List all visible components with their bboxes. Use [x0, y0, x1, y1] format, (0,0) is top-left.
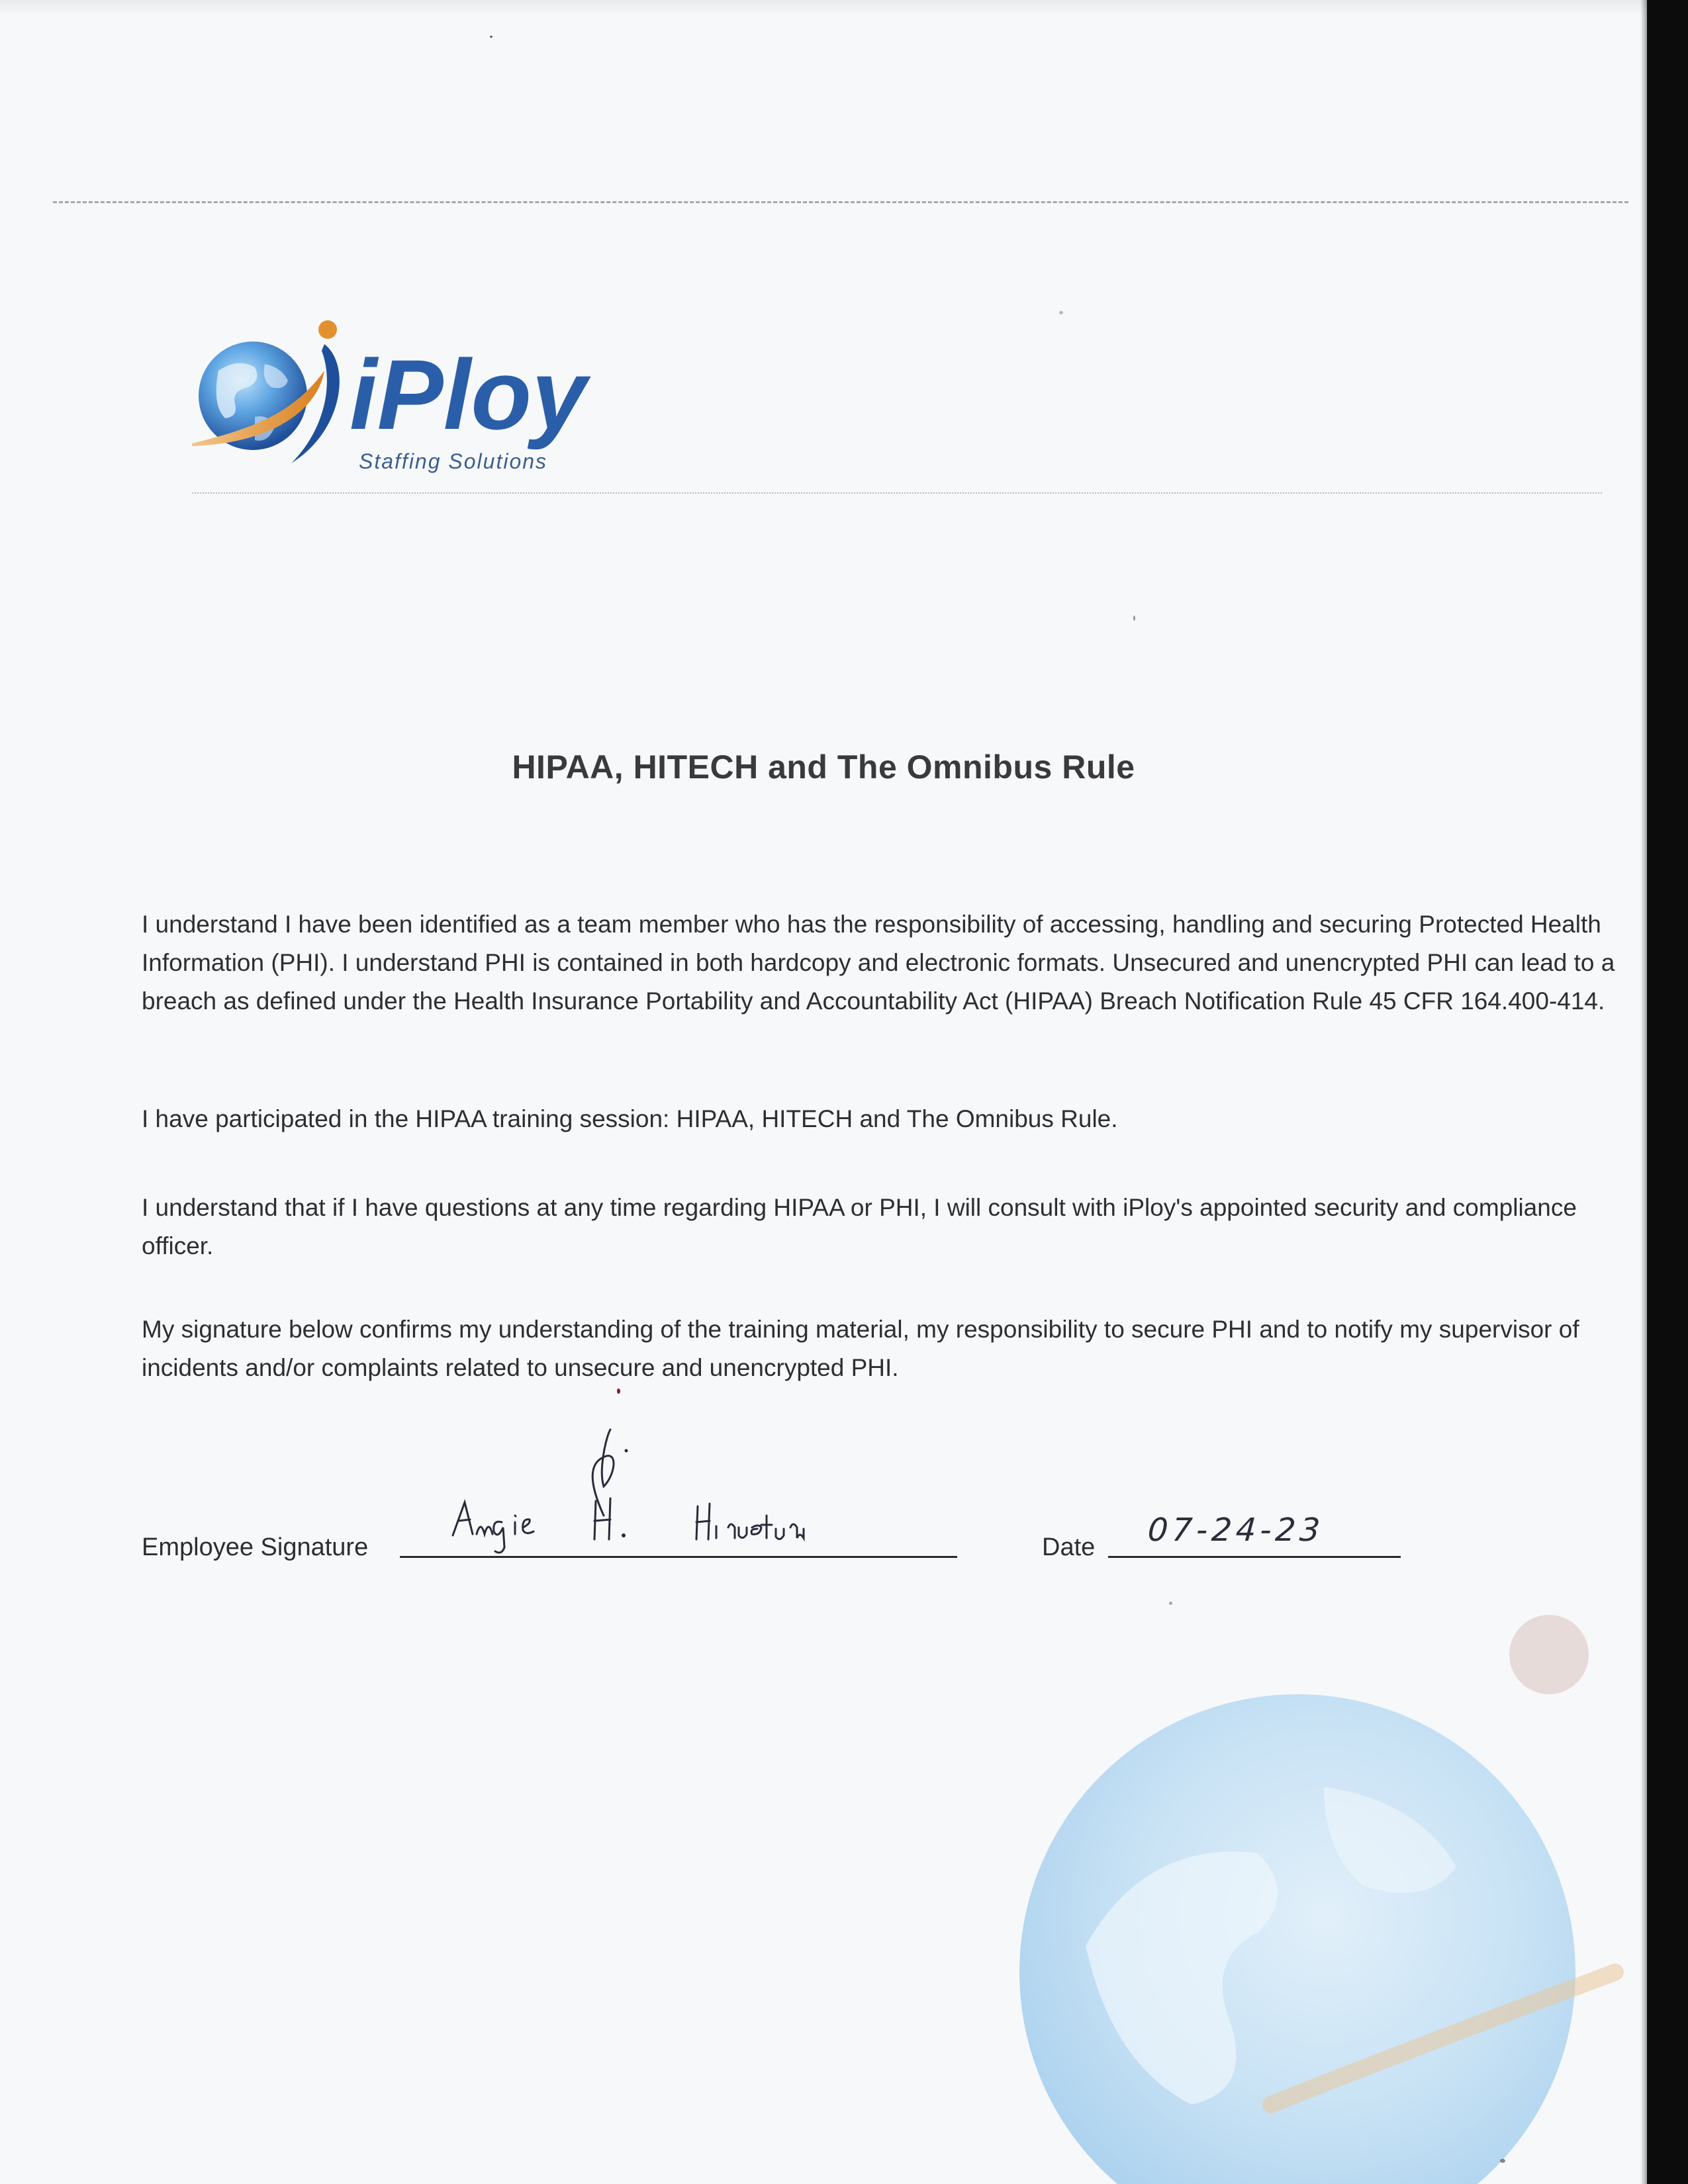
- globe-swoosh-icon: [192, 318, 669, 490]
- document-title: HIPAA, HITECH and The Omnibus Rule: [512, 749, 1135, 786]
- scanner-edge: [1647, 0, 1688, 2184]
- brand-tagline: Staffing Solutions: [359, 449, 548, 473]
- paragraph-compliance-officer: I understand that if I have questions at any time regarding HIPAA or PHI, I will consult with iPloy's appointed security and compliance officer.: [142, 1194, 1577, 1259]
- iploy-logo: [192, 318, 669, 490]
- paragraph-phi-responsibility: I understand I have been identified as a team member who has the responsibility of accessing, handling and securing Protected Health Information (PHI). I understand PHI is contained in both hardcopy and electronic formats. Unsecured and unencrypted PHI can lead to a breach as defined under the Health Insurance Portability and Accountability Act (HIPAA) Breach Notification Rule 45 CFR 164.400-414.: [142, 911, 1615, 1015]
- signature-label: Employee Signature: [142, 1533, 369, 1561]
- scan-speck: [1059, 311, 1063, 314]
- paragraph-training-session: I have participated in the HIPAA training session: HIPAA, HITECH and The Omnibus Rule.: [142, 1105, 1118, 1132]
- date-label: Date: [1042, 1533, 1096, 1561]
- date-line[interactable]: [1108, 1556, 1401, 1558]
- scan-speck: [1133, 615, 1135, 621]
- signature-block: [142, 1482, 1598, 1562]
- scan-speck: [1169, 1602, 1172, 1605]
- date-value: 07-24-23: [1147, 1512, 1325, 1549]
- scan-speck: [1500, 2159, 1505, 2163]
- scan-speck: [617, 1388, 620, 1394]
- header-rule: [53, 201, 1628, 203]
- scan-speck: [490, 36, 492, 38]
- handwritten-signature: [433, 1423, 936, 1555]
- brand-wordmark: iPloy: [350, 339, 587, 450]
- paragraph-signature-confirmation: My signature below confirms my understanding of the training material, my responsibility to secure PHI and to notify my supervisor of incidents and/or complaints related to unsecure and unencrypted PHI.: [142, 1316, 1579, 1381]
- logo-rule: [192, 492, 1602, 494]
- signature-line[interactable]: [400, 1556, 957, 1558]
- scan-top-border: [0, 0, 1647, 15]
- globe-watermark: [914, 1602, 1642, 2184]
